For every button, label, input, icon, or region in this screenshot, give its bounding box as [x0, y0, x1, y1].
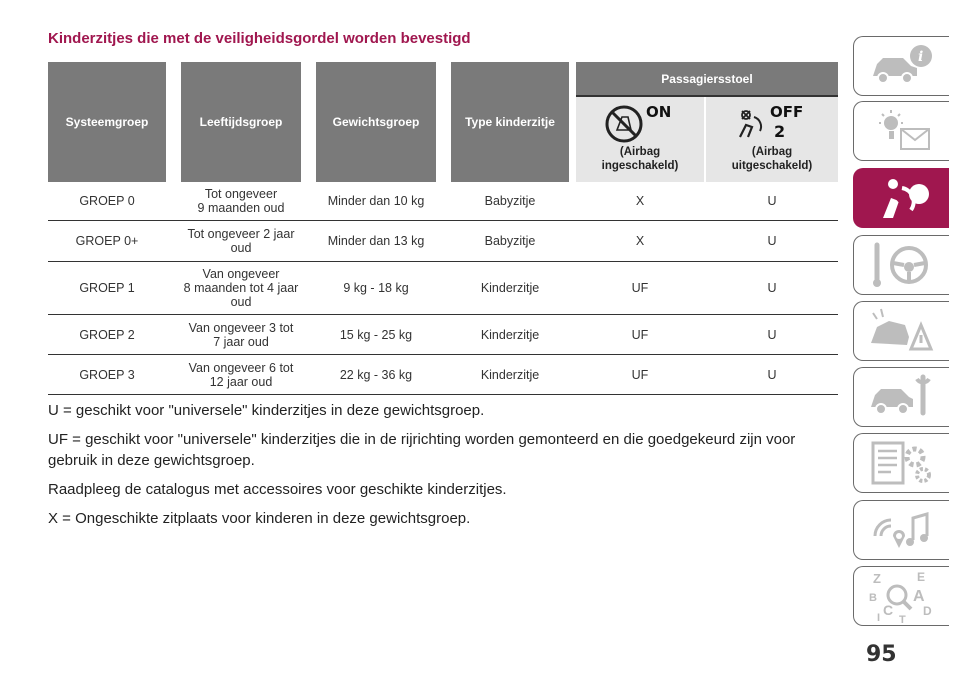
svg-text:OFF: OFF	[770, 103, 804, 121]
svg-text:I: I	[876, 612, 880, 623]
car-info-icon	[867, 42, 937, 90]
header-gewichtsgroep: Gewichtsgroep	[316, 62, 436, 182]
header-type-kinderzitje: Type kinderzitje	[451, 62, 569, 182]
tab-emergency[interactable]	[853, 301, 949, 361]
header-airbag-on	[576, 97, 704, 182]
airbag-off-cell: U	[767, 327, 777, 342]
tab-multimedia[interactable]	[853, 500, 949, 560]
group-cell: GROEP 1	[79, 281, 135, 295]
page-number: 95	[866, 642, 897, 667]
age-line: 9 maanden oud	[197, 201, 285, 215]
seat-type-cell: Babyzitje	[484, 234, 536, 248]
age-line: Tot ongeveer 2 jaar	[187, 227, 295, 241]
note-u: U = geschikt voor "universele" kinderzitjes in deze gewichtsgroep.	[48, 402, 485, 419]
airbag-off-cell: U	[767, 281, 777, 295]
weight-cell: 9 kg - 18 kg	[343, 281, 409, 295]
header-systeemgroep: Systeemgroep	[48, 62, 166, 182]
car-accident-icon	[867, 307, 937, 355]
header-passagiersstoel: Passagiersstoel	[576, 62, 838, 95]
age-line: oud	[230, 295, 252, 309]
section-title: Kinderzitjes die met de veiligheidsgordel worden bevestigd	[48, 30, 471, 47]
svg-text:A: A	[912, 588, 925, 605]
airbag-off-cell: U	[767, 234, 777, 248]
airbag-on-label-1: (Airbag	[619, 146, 661, 158]
table-row	[48, 355, 838, 395]
airbag-off-icon	[732, 103, 812, 143]
airbag-on-icon	[604, 103, 676, 143]
notes	[48, 400, 838, 537]
table-header	[48, 62, 838, 182]
svg-text:ON: ON	[646, 103, 672, 121]
table-body	[48, 182, 838, 395]
tab-index[interactable]	[853, 566, 949, 626]
tab-warning-lights[interactable]	[853, 101, 949, 161]
svg-text:E: E	[916, 570, 925, 584]
note-x: X = Ongeschikte zitplaats voor kinderen in deze gewichtsgroep.	[48, 510, 471, 527]
table-row	[48, 262, 838, 315]
seat-type-cell: Kinderzitje	[480, 367, 540, 382]
age-cell	[181, 182, 301, 220]
age-line: 12 jaar oud	[209, 374, 273, 389]
weight-cell: 15 kg - 25 kg	[339, 327, 413, 342]
airbag-off-cell: U	[767, 367, 777, 382]
seat-type-cell: Kinderzitje	[480, 281, 540, 295]
airbag-on-cell: X	[635, 234, 645, 248]
svg-text:i: i	[917, 49, 923, 65]
age-cell	[181, 262, 301, 314]
airbag-on-cell: X	[635, 194, 645, 208]
steering-wheel-icon	[867, 241, 937, 289]
header-airbag-off	[706, 97, 838, 182]
header-leeftijdsgroep: Leeftijdsgroep	[181, 62, 301, 182]
svg-text:2: 2	[774, 122, 786, 141]
group-cell: GROEP 0+	[75, 234, 139, 248]
age-cell	[181, 355, 301, 394]
child-seat-table	[48, 62, 838, 395]
group-cell: GROEP 3	[79, 367, 135, 382]
tab-steering[interactable]	[853, 235, 949, 295]
multimedia-icon	[867, 506, 937, 554]
car-maintenance-icon	[867, 373, 937, 421]
tab-maintenance[interactable]	[853, 367, 949, 427]
tab-car-info[interactable]	[853, 36, 949, 96]
weight-cell: Minder dan 13 kg	[327, 234, 425, 248]
weight-cell: Minder dan 10 kg	[327, 194, 425, 208]
seat-type-cell: Kinderzitje	[480, 327, 540, 342]
age-cell	[181, 221, 301, 261]
age-line: 8 maanden tot 4 jaar	[183, 281, 299, 295]
airbag-on-label-2: ingeschakeld)	[601, 160, 679, 172]
table-row	[48, 182, 838, 221]
seat-type-cell: Babyzitje	[484, 194, 536, 208]
airbag-on-cell: UF	[631, 327, 649, 342]
note-catalogus: Raadpleeg de catalogus met accessoires voor geschikte kinderzitjes.	[48, 481, 507, 498]
age-line: Tot ongeveer	[204, 187, 278, 201]
weight-cell: 22 kg - 36 kg	[339, 367, 413, 382]
group-cell: GROEP 2	[79, 327, 135, 342]
group-cell: GROEP 0	[79, 194, 135, 208]
table-row	[48, 221, 838, 262]
age-line: Van ongeveer 6 tot	[188, 360, 294, 375]
svg-text:C: C	[882, 602, 893, 618]
svg-text:D: D	[922, 604, 932, 618]
airbag-off-label-1: (Airbag	[751, 146, 793, 158]
svg-text:Z: Z	[872, 571, 881, 586]
age-line: Van ongeveer 3 tot	[188, 320, 294, 335]
svg-text:B: B	[868, 592, 877, 604]
airbag-on-cell: UF	[631, 367, 649, 382]
index-icon	[867, 569, 937, 623]
airbag-safety-icon	[867, 174, 937, 222]
age-line: 7 jaar oud	[213, 334, 269, 349]
airbag-on-cell: UF	[631, 281, 649, 295]
warning-lights-icon	[867, 107, 937, 155]
airbag-off-cell: U	[767, 194, 777, 208]
note-uf: UF = geschikt voor "universele" kinderzitjes die in de rijrichting worden gemonteerd en die goedgekeurd zijn voor gebruik in deze gewichtsgroep.	[48, 431, 796, 469]
tab-technical-data[interactable]	[853, 433, 949, 493]
airbag-off-label-2: uitgeschakeld)	[731, 160, 813, 172]
table-row	[48, 315, 838, 355]
age-line: oud	[230, 241, 252, 255]
technical-data-icon	[867, 439, 937, 487]
svg-text:T: T	[898, 614, 906, 623]
age-cell	[181, 315, 301, 354]
age-line: Van ongeveer	[202, 267, 280, 281]
tab-airbag-safety[interactable]	[853, 168, 949, 228]
